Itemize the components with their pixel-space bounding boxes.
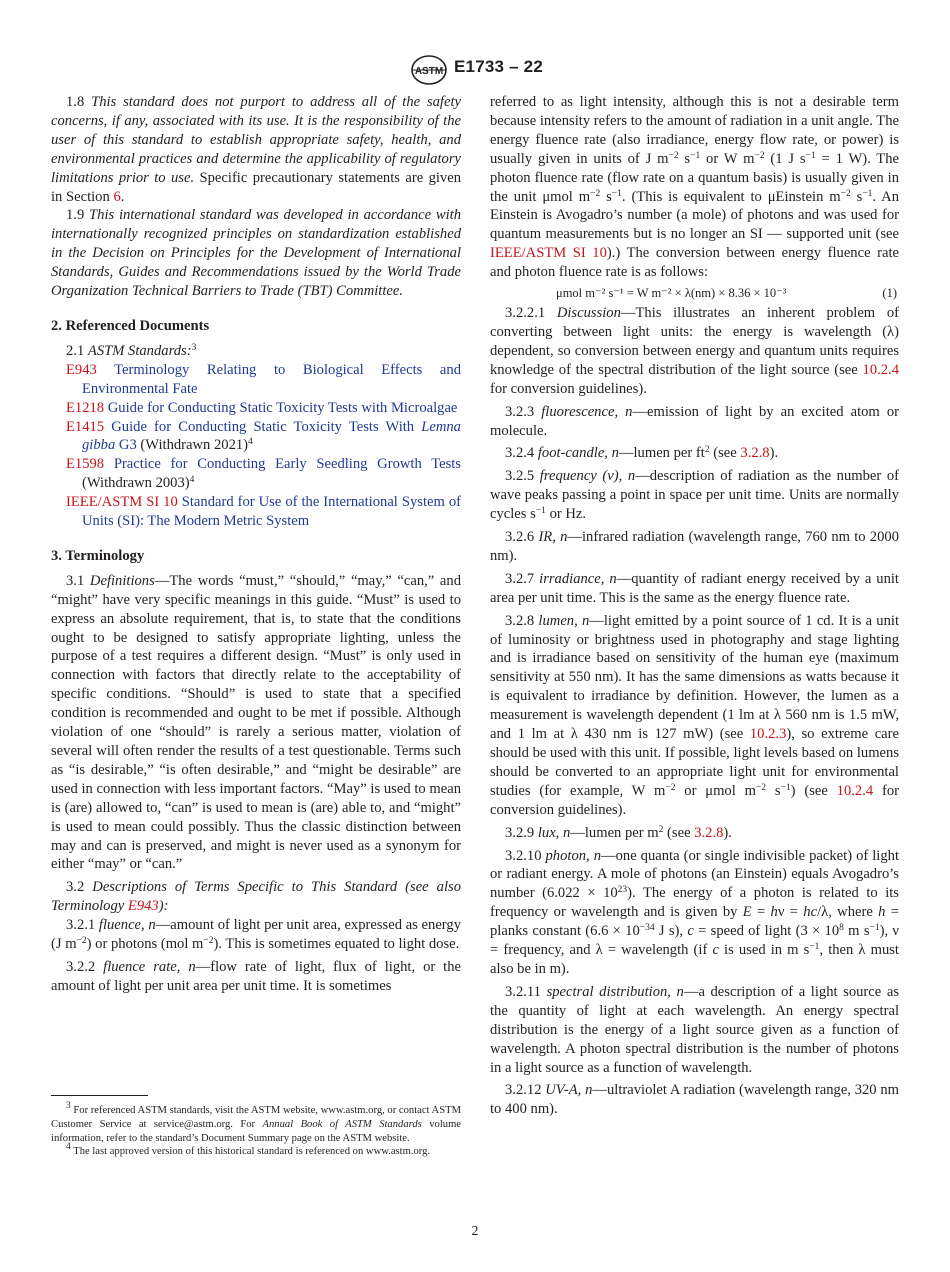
- page-number: 2: [471, 1224, 479, 1239]
- equation-number: (1): [882, 286, 897, 301]
- paragraph-3-2-1: 3.2.1 fluence, n—amount of light per unit area, expressed as energy (J $m^{-2}$) or photons (mol $m^{-2}$). This is sometimes equated to light dose.: [51, 917, 461, 953]
- footnotes: [51, 1101, 462, 1159]
- footnote-rule: [51, 1095, 148, 1096]
- link-e1598[interactable]: E1598: [66, 456, 105, 473]
- link-e1218[interactable]: E1218: [66, 399, 105, 416]
- paragraph-3-2-3: 3.2.3 fluorescence, n—emission of light by an excited atom or molecule.: [490, 403, 899, 439]
- link-3-2-8[interactable]: 3.2.8: [740, 445, 770, 462]
- reference-ieee-si10: IEEE/ASTM SI 10 Standard for Use of the International System of Units (SI): The Modern Metric System: [66, 494, 461, 530]
- link-section-6[interactable]: 6: [113, 188, 121, 205]
- link-10-2-4-b[interactable]: 10.2.4: [836, 782, 874, 799]
- link-e1415[interactable]: E1415: [66, 418, 105, 435]
- paragraph-3-2-7: 3.2.7 irradiance, n—quantity of radiant energy received by a unit area per unit time. This is the same as the energy fluence rate.: [490, 570, 899, 606]
- link-ieee-si10[interactable]: IEEE/ASTM SI 10: [66, 494, 178, 511]
- reference-e943: E943 Terminology Relating to Biological Effects and Environmental Fate: [66, 361, 461, 397]
- left-column: [51, 93, 461, 996]
- link-3-2-8-b[interactable]: 3.2.8: [694, 824, 724, 841]
- paragraph-3-2: 3.2 Descriptions of Terms Specific to This Standard (see also Terminology E943):: [51, 879, 461, 915]
- astm-logo-text: ASTM: [414, 66, 444, 77]
- paragraph-3-2-2-continued: referred to as light intensity, although this is not a desirable term because intensity refers to the amount of radiation in a unit angle. The energy fluence rate (also irradiance, energy flow rate, or power) is usually given in units of J $m^{-2}$ $s^{-1}$ or W $m^{-2}$ (1 J $s^{-1} = 1$ W). The photon fluence rate (flow rate on a quantum basis) is usually given in the unit μmol $m^{-2}$ $s^{-1}$. (This is equivalent to μEinstein $m^{-2}$ $s^{-1}$. An Einstein is Avogadro’s number (a mole) of photons and was used for quantum measurements but is no longer an SI — supported unit (see IEEE/ASTM SI 10).) The conversion between energy fluence rate and photon fluence rate is as follows:: [490, 94, 899, 281]
- section-2-heading: 2. Referenced Documents: [51, 317, 210, 334]
- paragraph-1-8: 1.8 This standard does not purport to address all of the safety concerns, if any, associated with its use. It is the responsibility of the user of this standard to establish appropriate safety, health, and environmental practices and determine the applicability of regulatory limitations prior to use. Specific precautionary statements are given in Section 6.: [51, 94, 461, 205]
- paragraph-3-2-4: 3.2.4 foot-candle, n—lumen per $ft^2$ (see 3.2.8).: [505, 445, 779, 462]
- standard-designation: E1733 – 22: [454, 57, 543, 76]
- paragraph-3-2-2: 3.2.2 fluence rate, n—flow rate of light, flux of light, or the amount of light per unit area per unit time. It is sometimes: [51, 958, 461, 994]
- right-column: [490, 93, 899, 1119]
- link-e943-terminology[interactable]: E943: [127, 898, 159, 915]
- paragraph-3-2-11: 3.2.11 spectral distribution, n—a description of a light source as the quantity of light at each wavelength. An energy spectral distribution is the energy of a light source given as a function of wavelength. A photon spectral distribution is the number of photons in a light source as a function of wavelength.: [490, 983, 899, 1076]
- footnote-4: $^4$ The last approved version of this historical standard is referenced on www.astm.org.: [66, 1142, 431, 1158]
- paragraph-3-2-5: 3.2.5 frequency (v), n—description of radiation as the number of wave peaks passing a point in space per unit time. Units are normally cycles $s^{-1}$ or Hz.: [490, 468, 899, 523]
- section-3-heading: 3. Terminology: [51, 547, 145, 564]
- footnote-3: $^3$ For referenced ASTM standards, visit the ASTM website, www.astm.org, or contact ASTM Customer Service at service@astm.org. For Annual Book of ASTM Standards volume information, refer to the standard’s Document Summary page on the ASTM website.: [51, 1101, 462, 1144]
- link-ieee-si10-inline[interactable]: IEEE/ASTM SI 10: [490, 245, 607, 262]
- paragraph-2-1: 2.1 ASTM Standards:$^3$: [66, 342, 197, 359]
- page-header: [0, 56, 950, 82]
- astm-logo-icon: [410, 54, 448, 86]
- paragraph-3-2-12: 3.2.12 UV-A, n—ultraviolet A radiation (wavelength range, 320 nm to 400 nm).: [490, 1082, 899, 1118]
- paragraph-3-2-6: 3.2.6 IR, n—infrared radiation (wavelength range, 760 nm to 2000 nm).: [490, 529, 899, 564]
- paragraph-3-2-2-1: 3.2.2.1 Discussion—This illustrates an inherent problem of converting between light units: the energy is wavelength (λ) dependent, so conversion between energy and quantum units requires knowledge of the spectral distribution of the light source (see 10.2.4 for conversion guidelines).: [490, 305, 899, 397]
- equation-body: μmol m⁻² s⁻¹ = W m⁻² × λ(nm) × 8.36 × 10⁻³: [556, 286, 787, 301]
- link-10-2-3[interactable]: 10.2.3: [749, 726, 787, 743]
- equation-1: [490, 284, 899, 302]
- reference-e1598: E1598 Practice for Conducting Early Seedling Growth Tests (Withdrawn 2003)$^4$: [66, 456, 461, 492]
- paragraph-3-1: 3.1 Definitions—The words “must,” “should,” “may,” “can,” and “might” have very specific meanings in this guide. “Must” is used to express an absolute requirement, that is, to state that the conditions ought to be designed to satisfy appropriate lighting, unless the purpose of a test requires a different design. “Must” is only used in connection with factors that directly relate to the acceptability of specific conditions. “Should” is used to state that a specified condition is recommended and ought to be met if possible. Although violation of one “should” is rarely a serious matter, violation of several will often render the results of a test questionable. Terms such as “is desirable,” “is often desirable,” and “might be desirable” are used in connection with less important factors. “May” is used to mean is (are) allowed to, “can” is used to mean is (are) able to, and “might” is used to mean could possibly. Thus the classic distinction between may and can is preserved, and might is never used as a synonym for either “may” or “can.”: [51, 572, 461, 873]
- paragraph-1-9: 1.9 This international standard was developed in accordance with internationally recognized principles on standardization established in the Decision on Principles for the Development of International Standards, Guides and Recommendations issued by the World Trade Organization Technical Barriers to Trade (TBT) Committee.: [51, 207, 462, 300]
- link-e943[interactable]: E943: [66, 361, 97, 378]
- paragraph-3-2-10: 3.2.10 photon, n—one quanta (or single indivisible packet) of light or radiant energy. A mole of photons (an Einstein) equals Avogadro’s number $(6.022 \times 10^{23})$. The energy of a photon is related to its frequency or wavelength and is given by E = hν = hc/λ, where h = planks constant ($6.6 \times 10^{-34}$ J s), c = speed of light ($3 \times 10^8$ m $s^{-1}$), ν = frequency, and λ = wavelength (if c is used in m $s^{-1}$, then λ must also be in m).: [490, 847, 899, 977]
- reference-e1415: E1415 Guide for Conducting Static Toxicity Tests With Lemna gibba G3 (Withdrawn 2021)$^4$: [66, 418, 461, 454]
- paragraph-3-2-9: 3.2.9 lux, n—lumen per $m^2$ (see 3.2.8).: [505, 824, 732, 841]
- reference-e1218: E1218 Guide for Conducting Static Toxicity Tests with Microalgae: [66, 399, 458, 416]
- paragraph-3-2-8: 3.2.8 lumen, n—light emitted by a point source of 1 cd. It is a unit of luminosity or brightness used in photography and stage lighting and is irradiance based on sensitivity of the human eye (maximum sensitivity at 550 nm). It has the same dimensions as watts because it is equivalent to irradiance by definition. However, the lumen as a measurement is wavelength dependent (1 lm at λ 560 nm is 1.5 mW, and 1 lm at λ 430 nm is 127 mW) (see 10.2.3), so extreme care should be used with this unit. If possible, light levels based on lumens should be converted to an appropriate light unit for environmental studies (for example, W $m^{-2}$ or μmol $m^{-2}$ $s^{-1}$) (see 10.2.4 for conversion guidelines).: [490, 612, 900, 818]
- link-10-2-4[interactable]: 10.2.4: [862, 361, 899, 378]
